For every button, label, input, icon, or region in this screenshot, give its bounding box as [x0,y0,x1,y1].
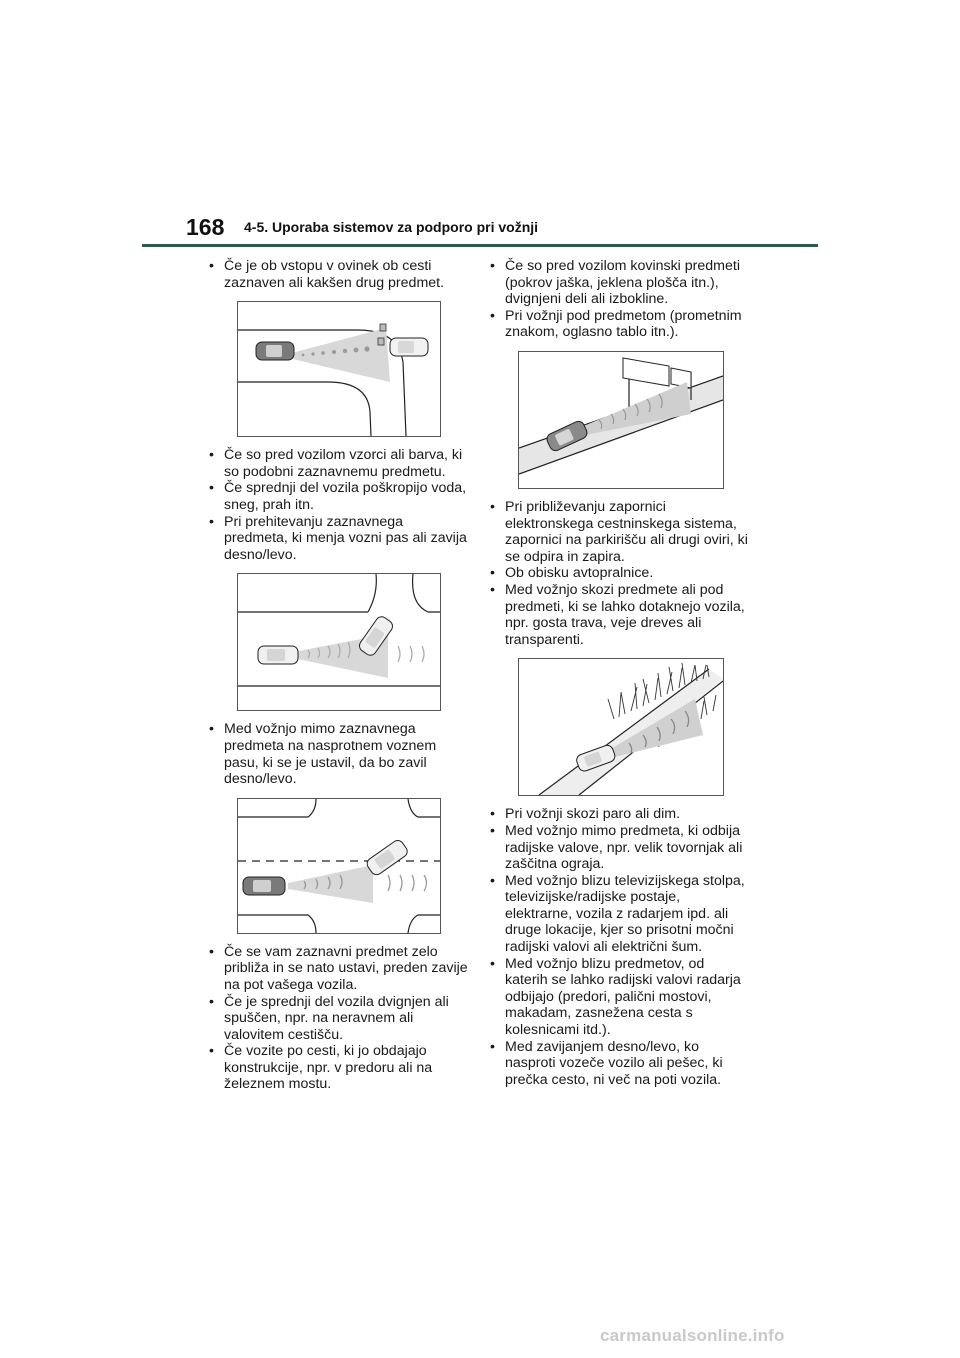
bullet-list [206,944,468,1093]
list-item: • Med vožnjo mimo predmeta, ki odbija radijske valove, npr. velik tovornjak ali zaščitna ograja. [487,823,749,873]
list-item: • Med zavijanjem desno/levo, ko nasproti vozeče vozilo ali pešec, ki prečka cesto, ni več na poti vozila. [487,1039,749,1089]
list-item: • Če so pred vozilom kovinski predmeti (pokrov jaška, jeklena plošča itn.), dvignjeni deli ali izbokline. [487,258,749,308]
figure-oncoming-turning-vehicle [237,798,441,934]
list-item: • Pri vožnji pod predmetom (prometnim znakom, oglasno tablo itn.). [487,308,749,341]
left-column [206,258,468,1093]
bullet-list [206,721,468,787]
figure-curve-roadside-object [237,301,441,437]
list-item: • Če je ob vstopu v ovinek ob cesti zaznaven ali kakšen drug predmet. [206,258,468,291]
list-item: • Če vozite po cesti, ki jo obdajajo konstrukcije, npr. v predoru ali na železnem mostu. [206,1043,468,1093]
page-number: 168 [186,214,225,240]
list-item: • Pri približevanju zapornici elektronskega cestninskega sistema, zapornici na parkirišču ali drugi oviri, ki se odpira in zapira. [487,499,749,565]
list-item: • Med vožnjo blizu televizijskega stolpa, televizijske/radijske postaje, elektrarne, vozila z radarjem ipd. ali druge lokacije, kjer so prisotni močni radijski valovi ali električni šum. [487,873,749,956]
list-item: • Pri vožnji skozi paro ali dim. [487,806,749,823]
bullet-list [487,499,749,648]
list-item: • Če so pred vozilom vzorci ali barva, ki so podobni zaznavnemu predmetu. [206,447,468,480]
figure-overhead-sign [518,351,724,489]
bullet-list [487,806,749,1088]
watermark: carmanualsonline.info [600,1326,785,1345]
figure-overtaking-turning-vehicle [237,573,441,711]
bullet-list [487,258,749,341]
list-item: • Ob obisku avtopralnice. [487,565,749,582]
list-item: • Med vožnjo mimo zaznavnega predmeta na nasprotnem voznem pasu, ki se je ustavil, da bo zavil desno/levo. [206,721,468,787]
list-item: • Če se vam zaznavni predmet zelo približa in se nato ustavi, preden zavije na pot vašega vozila. [206,944,468,994]
list-item: • Med vožnjo blizu predmetov, od katerih se lahko radijski valovi radarja odbijajo (predori, palični mostovi, makadam, zasnežena cesta s kolesnicami itd.). [487,956,749,1039]
bullet-list [206,258,468,291]
right-column [487,258,749,1088]
list-item: • Če sprednji del vozila poškropijo voda, sneg, prah itn. [206,480,468,513]
header-rule [142,244,818,247]
list-item: • Med vožnjo skozi predmete ali pod predmeti, ki se lahko dotaknejo vozila, npr. gosta trava, veje dreves ali transparenti. [487,582,749,648]
bullet-list [206,447,468,563]
list-item: • Če je sprednji del vozila dvignjen ali spuščen, npr. na neravnem ali valovitem cestišču. [206,994,468,1044]
list-item: • Pri prehitevanju zaznavnega predmeta, ki menja vozni pas ali zavija desno/levo. [206,514,468,564]
page-header [0,0,960,250]
section-title: 4-5. Uporaba sistemov za podporo pri vožnji [244,219,539,235]
figure-dense-grass [518,658,724,796]
